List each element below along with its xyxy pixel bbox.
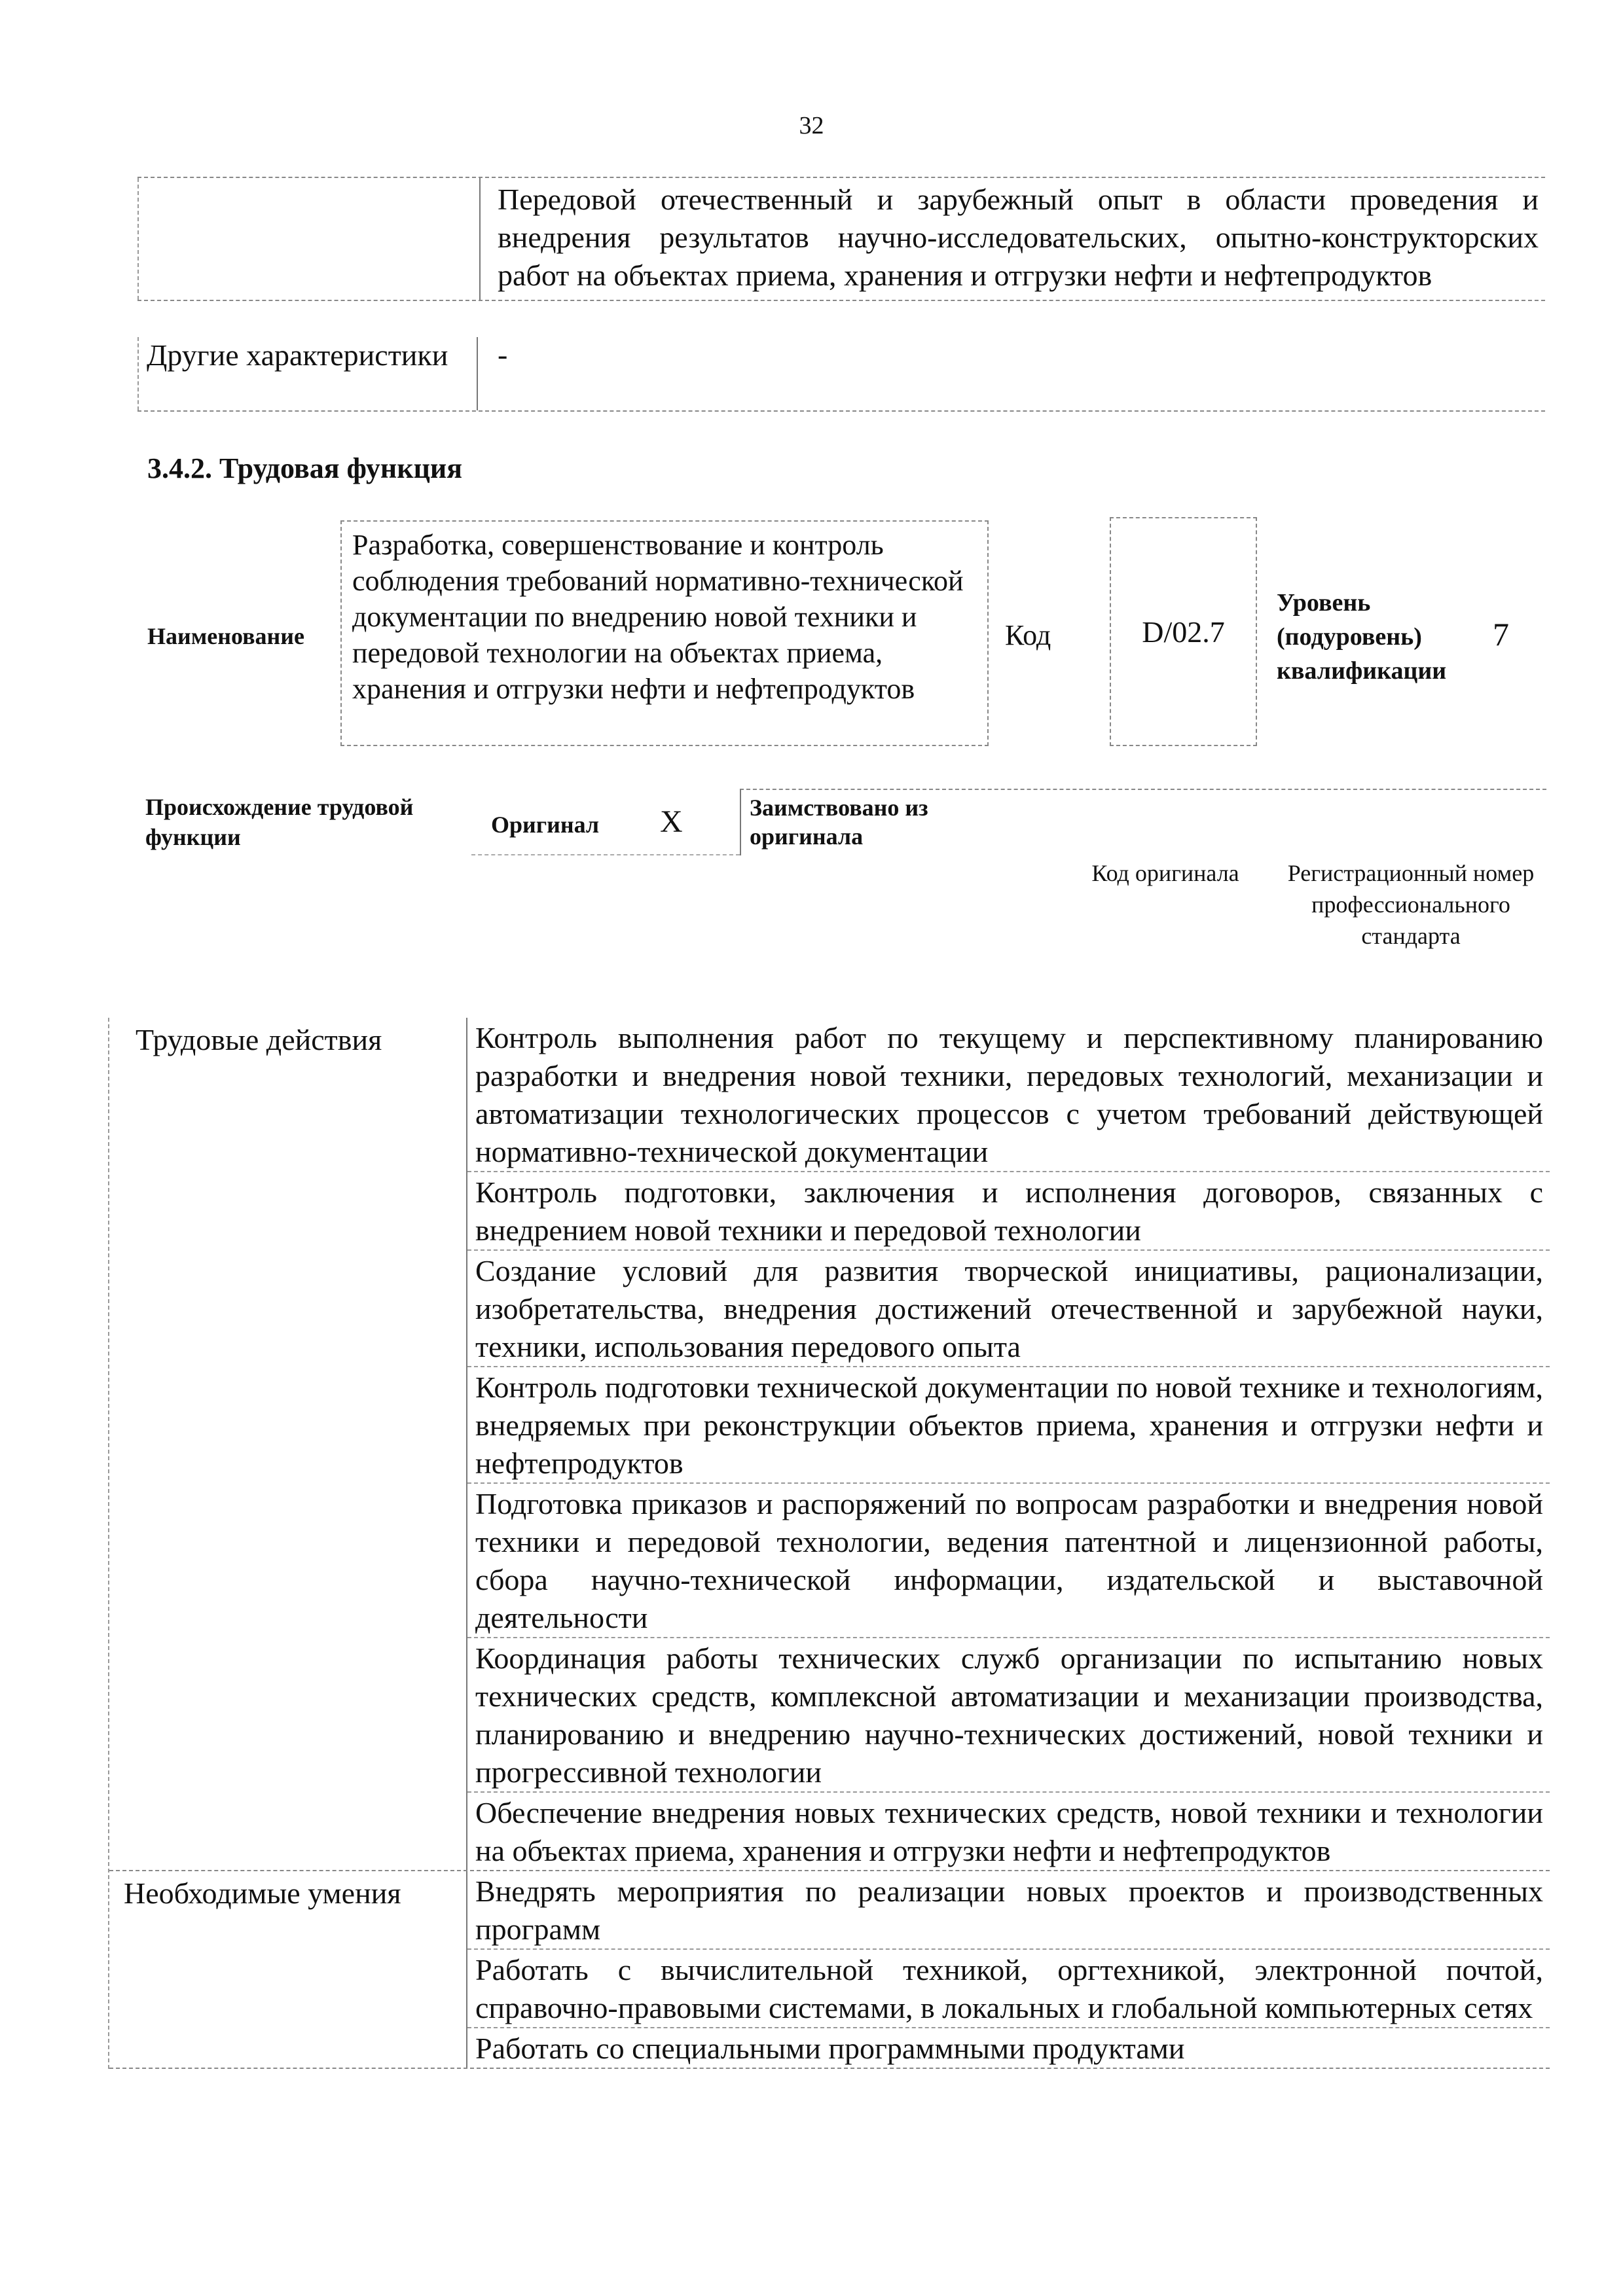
labor-action-item: Контроль выполнения работ по текущему и перспективному планированию разработки и внедрения новой техники, передовых технологий, механизации и автоматизации технологических процессов с учетом требований действующей нормативно-технической документации <box>467 1018 1550 1172</box>
required-skills-label: Необходимые умения <box>124 1876 401 1910</box>
section-title: 3.4.2. Трудовая функция <box>147 452 463 484</box>
code-original-label: Код оригинала <box>1091 860 1239 886</box>
continuation-text: Передовой отечественный и зарубежный опыт в области проведения и внедрения результатов научно-исследовательских, опытно-конструкторских работ на объектах приема, хранения и отгрузки нефти и нефтепродуктов <box>498 183 1539 292</box>
function-details-table <box>108 1018 1550 2069</box>
labor-action-item: Контроль подготовки технической документации по новой технике и технологиям, внедряемых при реконструкции объектов приема, хранения и отгрузки нефти и нефтепродуктов <box>467 1367 1550 1484</box>
original-label: Оригинал <box>491 812 600 838</box>
required-skills-group <box>109 1871 1550 2069</box>
skill-item: Работать со специальными программными продуктами <box>475 2032 1185 2065</box>
level-label: Уровень (подуровень) квалификации <box>1277 589 1447 685</box>
code-box <box>1110 517 1257 746</box>
other-characteristics-value: - <box>498 338 508 371</box>
labor-action-item: Обеспечение внедрения новых технических средств, новой техники и технологии на объектах приема, хранения и отгрузки нефти и нефтепродуктов <box>475 1796 1543 1867</box>
level-value: 7 <box>1493 616 1509 653</box>
other-characteristics-label: Другие характеристики <box>137 337 478 410</box>
borrowed-label: Заимствовано из оригинала <box>750 795 928 850</box>
original-mark: X <box>660 804 683 839</box>
page-number: 32 <box>799 112 824 139</box>
code-label: Код <box>1005 619 1051 651</box>
labor-action-item: Создание условий для развития творческой инициативы, рационализации, изобретательства, внедрения достижений отечественной и зарубежной науки, техники, использования передового опыта <box>467 1251 1550 1367</box>
labor-actions-label: Трудовые действия <box>136 1023 382 1056</box>
name-label: Наименование <box>147 623 304 649</box>
continuation-row <box>137 177 1545 301</box>
skill-item: Внедрять мероприятия по реализации новых проектов и производственных программ <box>467 1871 1550 1950</box>
labor-action-item: Подготовка приказов и распоряжений по вопросам разработки и внедрения новой техники и передовой технологии, ведения патентной и лицензионной работы, сбора научно-технической информации, издательской и выставочной деятельности <box>467 1484 1550 1638</box>
continuation-empty-cell <box>137 178 481 300</box>
labor-action-item: Координация работы технических служб организации по испытанию новых технических средств, комплексной автоматизации и механизации производства, планированию и внедрению научно-технических достижений, новой техники и прогрессивной технологии <box>467 1638 1550 1793</box>
labor-action-item: Контроль подготовки, заключения и исполнения договоров, связанных с внедрением новой техники и передовой технологии <box>467 1172 1550 1251</box>
skill-item: Работать с вычислительной техникой, оргтехникой, электронной почтой, справочно-правовыми системами, в локальных и глобальной компьютерных сетях <box>467 1950 1550 2028</box>
other-characteristics-row <box>137 337 1545 412</box>
origin-label: Происхождение трудовой функции <box>145 794 414 850</box>
reg-number-label: Регистрационный номер профессионального стандарта <box>1287 860 1535 949</box>
labor-actions-group <box>109 1018 1550 1871</box>
function-name-box: Разработка, совершенствование и контроль соблюдения требований нормативно-технической документации по внедрению новой техники и передовой технологии на объектах приема, хранения и отгрузки нефти и нефтепродуктов <box>340 520 989 746</box>
code-value: D/02.7 <box>1142 615 1225 649</box>
